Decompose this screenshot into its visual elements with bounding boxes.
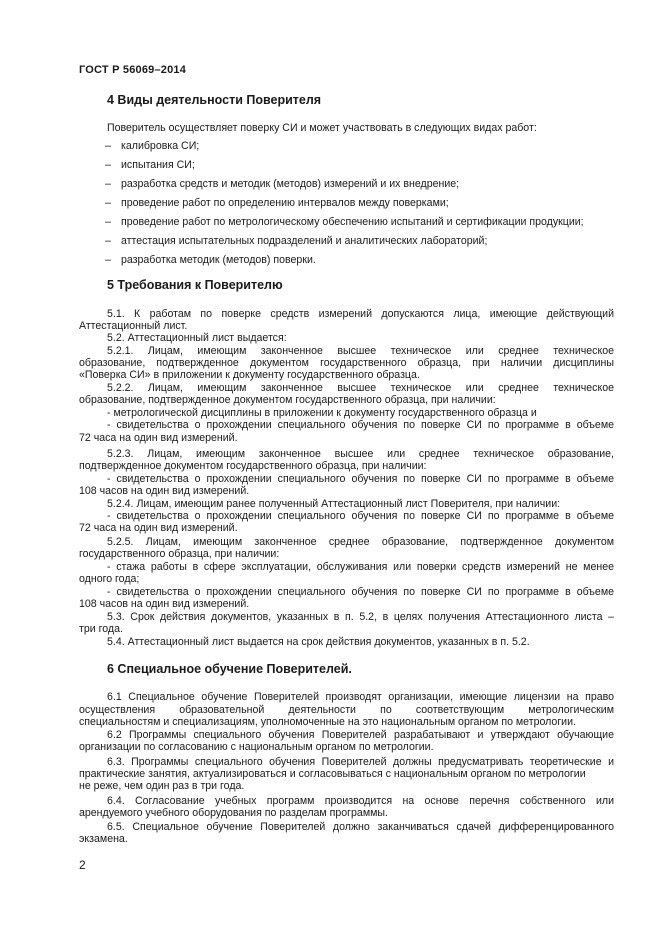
text-line: три года. [79, 623, 123, 635]
text-line: 5.2.1. Лицам, имеющим законченное высшее техническое или среднее техническое [107, 345, 614, 357]
text-line: - метрологической дисциплины в приложении к документу государственного образца и [107, 407, 537, 419]
list-dash: – [105, 178, 111, 190]
page-number: 2 [79, 858, 86, 872]
list-item: проведение работ по определению интервалов между поверками; [121, 197, 449, 209]
text-line: 6.2 Программы специального обучения Поверителей разрабатывают и утверждают обучающие [107, 729, 614, 741]
text-line: 6.5. Специальное обучение Поверителей должно заканчиваться сдачей дифференцированного [107, 821, 614, 833]
section-4-title: 4 Виды деятельности Поверителя [107, 93, 322, 107]
section-5-title: 5 Требования к Поверителю [107, 278, 283, 292]
text-line: - свидетельства о прохождении специального обучения по поверке СИ по программе в объеме [107, 510, 614, 522]
text-line: 108 часов на один вид измерений. [79, 485, 250, 497]
text-line: 6.3. Программы специального обучения Поверителей должны предусматривать теоретические и [107, 756, 614, 768]
text-line: государственного образца, при наличии: [79, 548, 280, 560]
text-line: 72 часа на один вид измерений. [79, 432, 238, 444]
text-line: 5.4. Аттестационный лист выдается на срок действия документов, указанных в п. 5.2. [107, 636, 530, 648]
list-item: аттестация испытательных подразделений и аналитических лабораторий; [121, 235, 488, 247]
text-line: 5.3. Срок действия документов, указанных в п. 5.2, в целях получения Аттестационного листа – [107, 611, 614, 623]
text-line: Аттестационный лист. [79, 320, 188, 332]
text-line: 5.2.5. Лицам, имеющим законченное среднее образование, подтвержденное документом [107, 536, 614, 548]
text-line: 6.4. Согласование учебных программ производится на основе перечня собственного или [107, 795, 614, 807]
text-line: осуществления образовательной деятельности по соответствующим метрологическим [79, 704, 614, 716]
text-line: - свидетельства о прохождении специального обучения по поверке СИ по программе в объеме [107, 473, 614, 485]
list-item: испытания СИ; [121, 159, 195, 171]
text-line: экзамена. [79, 833, 128, 845]
list-dash: – [105, 197, 111, 209]
text-line: организации по согласованию с национальным органом по метрологии. [79, 741, 434, 753]
text-line: не реже, чем один раз в три года. [79, 780, 245, 792]
list-item: калибровка СИ; [121, 140, 200, 152]
text-line: 5.1. К работам по поверке средств измерений допускаются лица, имеющие действующий [107, 308, 614, 320]
text-line: - свидетельства о прохождении специального обучения по поверке СИ по программе в объеме [107, 586, 614, 598]
text-line: 5.2.4. Лицам, имеющим ранее полученный Аттестационный лист Поверителя, при наличии: [107, 498, 561, 510]
text-line: - свидетельства о прохождении специального обучения по поверке СИ по программе в объеме [107, 419, 614, 431]
text-line: специальностям и специализациям, уполномоченные на это национальным органом по метрологии. [79, 716, 576, 728]
list-item: разработка методик (методов) поверки. [121, 254, 316, 266]
text-line: 6.1 Специальное обучение Поверителей производят организации, имеющие лицензии на право [107, 691, 614, 703]
text-line: «Поверка СИ» в приложении к документу государственного образца. [79, 369, 420, 381]
list-dash: – [105, 235, 111, 247]
list-item: разработка средств и методик (методов) измерений и их внедрение; [121, 178, 460, 190]
text-line: подтвержденное документом государственного образца, при наличии: [79, 460, 427, 472]
list-dash: – [105, 140, 111, 152]
text-line: 5.2.2. Лицам, имеющим законченное высшее техническое или среднее техническое [107, 382, 614, 394]
document-code-header: ГОСТ Р 56069–2014 [79, 64, 187, 76]
text-line: 72 часа на один вид измерений. [79, 522, 238, 534]
text-line: одного года; [79, 573, 140, 585]
text-line: 5.2. Аттестационный лист выдается: [107, 332, 287, 344]
text-line: 5.2.3. Лицам, имеющим законченное высшее или среднее техническое образование, [107, 448, 614, 460]
text-line: образование, подтвержденное документом государственного образца, при наличии: [79, 394, 496, 406]
list-dash: – [105, 159, 111, 171]
text-line: - стажа работы в сфере эксплуатации, обслуживания или поверки средств измерений не менее [107, 561, 614, 573]
text-line: образование, подтвержденное документом государственного образца, при наличии дисциплины [79, 357, 614, 369]
list-dash: – [105, 254, 111, 266]
section-4-intro: Поверитель осуществляет поверку СИ и может участвовать в следующих видах работ: [107, 122, 537, 134]
list-dash: – [105, 216, 111, 228]
text-line: 108 часов на один вид измерений. [79, 598, 250, 610]
text-line: практические занятия, актуализироваться и согласовываться с национальным органом по метрологии [79, 768, 586, 780]
list-item: проведение работ по метрологическому обеспечению испытаний и сертификации продукции; [121, 216, 584, 228]
text-line: арендуемого учебного оборудования по разделам программы. [79, 807, 388, 819]
section-6-title: 6 Специальное обучение Поверителей. [107, 662, 352, 676]
